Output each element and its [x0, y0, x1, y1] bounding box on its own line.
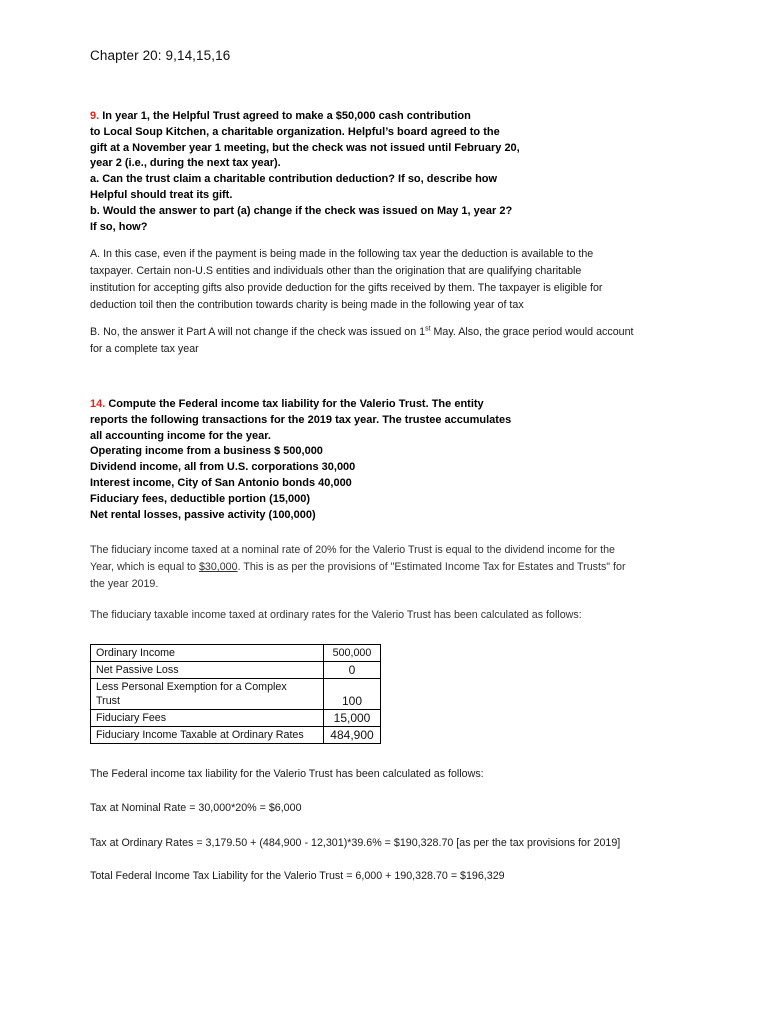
table-cell-label: Ordinary Income	[91, 645, 324, 662]
question-9	[90, 109, 690, 235]
table-row	[91, 662, 381, 679]
question-14-number: 14.	[90, 398, 106, 410]
question-9-line: to Local Soup Kitchen, a charitable organization. Helpful’s board agreed to the	[90, 125, 500, 138]
fiduciary-income-table	[90, 644, 381, 744]
table-cell-value: 15,000	[324, 710, 381, 727]
table-row	[91, 727, 381, 744]
question-9-line: Helpful should treat its gift.	[90, 188, 233, 201]
page-heading: Chapter 20: 9,14,15,16	[90, 48, 231, 63]
question-14-line: 14. Compute the Federal income tax liability for the Valerio Trust. The entity	[90, 398, 484, 410]
table-cell-label: Net Passive Loss	[91, 662, 324, 679]
table-row	[91, 645, 381, 662]
calc-total-liability: Total Federal Income Tax Liability for the Valerio Trust = 6,000 + 190,328.70 = $196,329	[90, 870, 505, 882]
question-14-line: Interest income, City of San Antonio bonds 40,000	[90, 476, 352, 489]
table-cell-value: 484,900	[324, 727, 381, 744]
table-cell-label: Fiduciary Fees	[91, 710, 324, 727]
answer-9b-label: B	[90, 326, 98, 338]
table-cell-label: Less Personal Exemption for a Complex Trust	[91, 679, 324, 710]
question-14-line: Fiduciary fees, deductible portion (15,000)	[90, 492, 311, 505]
table-cell-value: 0	[324, 662, 381, 679]
question-9-line: year 2 (i.e., during the next tax year).	[90, 157, 281, 170]
question-9-line: If so, how?	[90, 220, 148, 233]
table-row	[91, 710, 381, 727]
answer-9a-label: A	[90, 248, 98, 260]
question-14	[90, 397, 690, 523]
dividend-amount: $30,000	[198, 561, 238, 573]
question-14-line: Net rental losses, passive activity (100,000)	[90, 508, 316, 521]
table-cell-value: 100	[324, 679, 381, 710]
question-14-line: Operating income from a business $ 500,000	[90, 445, 323, 458]
question-9-line: a. Can the trust claim a charitable contribution deduction? If so, describe how	[90, 173, 498, 186]
question-9-line: gift at a November year 1 meeting, but the check was not issued until February 20,	[90, 141, 520, 154]
question-9-line: 9. In year 1, the Helpful Trust agreed to make a $50,000 cash contribution	[90, 110, 471, 122]
table-row	[91, 679, 381, 710]
question-9-number: 9.	[90, 110, 100, 122]
answer-14-nominal-paragraph: The fiduciary income taxed at a nominal rate of 20% for the Valerio Trust is equal to the dividend income for the Year, which is equal to $30,000. This is as per the provisions of "Estimated Income Tax for Estates and Trusts" for the year 2019.	[90, 544, 626, 590]
table-cell-label: Fiduciary Income Taxable at Ordinary Rates	[91, 727, 324, 744]
answer-9b: B. No, the answer it Part A will not change if the check was issued on 1st May. Also, the grace period would account for a complete tax year	[90, 325, 634, 355]
calc-nominal-rate: Tax at Nominal Rate = 30,000*20% = $6,000	[90, 802, 302, 814]
question-14-line: reports the following transactions for the 2019 tax year. The trustee accumulates	[90, 413, 512, 426]
table-cell-value: 500,000	[324, 645, 381, 662]
answer-9a: A. In this case, even if the payment is being made in the following tax year the deduction is available to the taxpayer. Certain non-U.S entities and individuals other than the origination that are qualifying charitable institution for accepting gifts also provide deduction for the gifts received by them. The taxpayer is eligible for deduction toil then the contribution towards charity is being made in the following year of tax	[90, 248, 603, 311]
answer-14-ordinary-intro: The fiduciary taxable income taxed at ordinary rates for the Valerio Trust has been calculated as follows:	[90, 609, 582, 621]
question-14-line: Dividend income, all from U.S. corporations 30,000	[90, 461, 356, 474]
question-9-line: b. Would the answer to part (a) change if the check was issued on May 1, year 2?	[90, 204, 513, 217]
calc-ordinary-rates: Tax at Ordinary Rates = 3,179.50 + (484,900 - 12,301)*39.6% = $190,328.70 [as per the tax provisions for 2019]	[90, 837, 621, 849]
question-14-line: all accounting income for the year.	[90, 429, 271, 442]
answer-14-liability-intro: The Federal income tax liability for the Valerio Trust has been calculated as follows:	[90, 768, 484, 780]
